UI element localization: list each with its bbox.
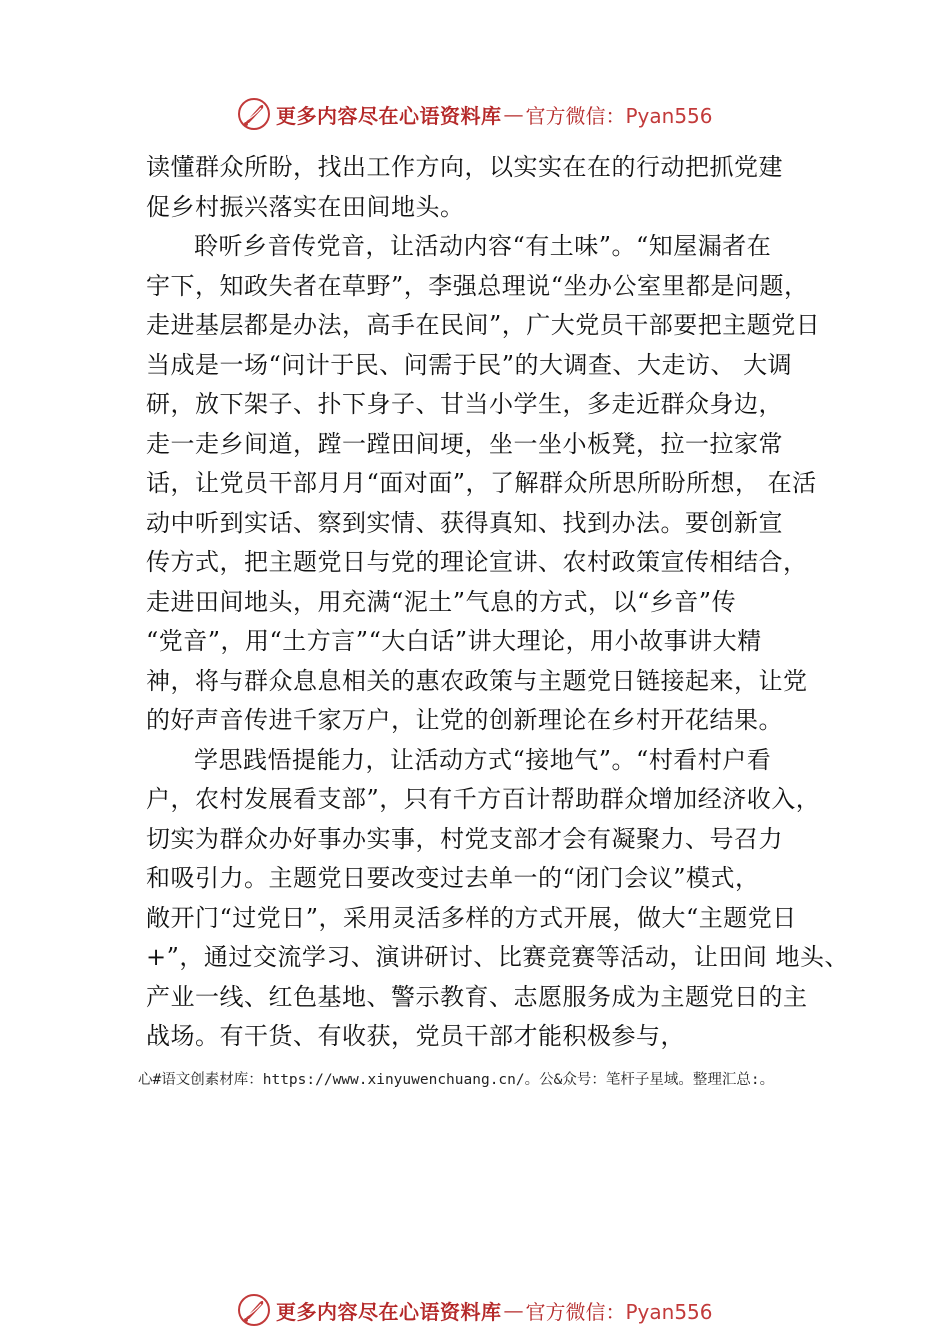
header-wechat <box>526 100 713 129</box>
text-line: 的好声音传进千家万户，让党的创新理论在乡村开花结果。 <box>146 706 783 734</box>
text-line: 研，放下架子、扑下身子、甘当小学生，多走近群众身边， <box>146 390 783 418</box>
text-line: 敞开门“过党日”，采用灵活多样的方式开展，做大“主题党日 <box>146 903 797 932</box>
text-line: 户，农村发展看支部”，只有千方百计帮助群众增加经济收入， <box>146 785 821 813</box>
footer-banner-title: 更多内容尽在心语资料库 <box>276 1299 502 1324</box>
header-banner <box>236 94 713 134</box>
text-line: 和吸引力。主题党日要改变过去单一的“闭门会议”模式， <box>146 864 760 892</box>
text-line: 读懂群众所盼，找出工作方向，以实实在在的行动把抓党建 <box>146 153 783 181</box>
text-line: +”，通过交流学习、演讲研讨、比赛竞赛等活动，让田间 地头、 <box>146 943 850 971</box>
footer-banner-wechat <box>526 1296 713 1325</box>
text-line: 战场。有干货、有收获，党员干部才能积极参与， <box>146 1022 685 1050</box>
source-footer-note: 心#语文创素材库：https://www.xinyuwenchuang.cn/。公&众号：笔杆子星域。整理汇总:。 <box>138 1072 775 1088</box>
text-line: 话，让党员干部月月“面对面”，了解群众所思所盼所想， 在活 <box>146 469 817 497</box>
header-title: 更多内容尽在心语资料库 <box>276 103 502 128</box>
text-line: 切实为群众办好事办实事，村党支部才会有凝聚力、号召力 <box>146 824 783 853</box>
paragraph-start-line: 学思践悟提能力，让活动方式“接地气”。“村看村户看 <box>194 745 772 774</box>
header-wechat-label: 官方微信： <box>525 103 626 128</box>
text-line: 宇下，知政失者在草野”，李强总理说“坐办公室里都是问题， <box>146 271 809 300</box>
text-line: 促乡村振兴落实在田间地头。 <box>146 192 465 221</box>
text-line: 走进基层都是办法，高手在民间”，广大党员干部要把主题党日 <box>146 311 821 339</box>
document-body <box>146 148 850 1057</box>
header-wechat-id: Pyan556 <box>625 103 713 128</box>
footer-wechat-label: 官方微信： <box>525 1299 626 1324</box>
text-line: 走一走乡间道，蹚一蹚田间埂，坐一坐小板凳，拉一拉家常 <box>146 429 783 458</box>
text-line: 走进田间地头，用充满“泥土”气息的方式，以“乡音”传 <box>146 587 737 616</box>
quill-pen-logo-icon <box>236 96 272 132</box>
text-line: 神，将与群众息息相关的惠农政策与主题党日链接起来，让党 <box>146 666 808 695</box>
text-line: 当成是一场“问计于民、问需于民”的大调查、大走访、 大调 <box>146 350 793 379</box>
header-separator: — <box>503 102 524 126</box>
text-line: 动中听到实话、察到实情、获得真知、找到办法。要创新宣 <box>146 508 783 537</box>
text-line: “党音”，用“土方言”“大白话”讲大理论，用小故事讲大精 <box>146 627 762 655</box>
text-line: 产业一线、红色基地、警示教育、志愿服务成为主题党日的主 <box>146 982 808 1011</box>
footer-banner-separator: — <box>503 1298 524 1322</box>
paragraph-start-line: 聆听乡音传党音，让活动内容“有土味”。“知屋漏者在 <box>194 232 772 260</box>
footer-wechat-id: Pyan556 <box>625 1299 713 1324</box>
text-line: 传方式，把主题党日与党的理论宣讲、农村政策宣传相结合， <box>146 548 808 576</box>
footer-banner <box>236 1290 713 1330</box>
quill-pen-logo-icon <box>236 1292 272 1328</box>
